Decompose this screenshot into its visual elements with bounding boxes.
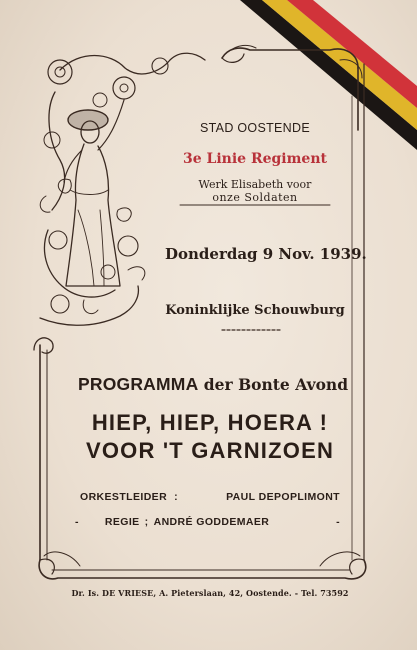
regiment-name: 3e Linie Regiment [183, 151, 327, 167]
printer-imprint: Dr. Is. DE VRIESE, A. Pieterslaan, 42, Oostende. - Tel. 73592 [71, 588, 349, 598]
show-title-line-1: HIEP, HIEP, HOERA ! [91, 410, 329, 435]
conductor-name: PAUL DEPOPLIMONT [226, 491, 340, 503]
event-venue: Koninklijke Schouwburg [165, 303, 345, 318]
director-name: ANDRÉ GODDEMAER [153, 516, 270, 528]
conductor-credit [80, 491, 340, 503]
conductor-separator: : [174, 491, 179, 503]
director-dash-right: - [336, 516, 340, 528]
program-heading-rest: der Bonte Avond [198, 375, 349, 394]
program-heading [78, 374, 349, 395]
charity-line-1: Werk Elisabeth voor [198, 178, 312, 191]
event-date: Donderdag 9 Nov. 1939. [165, 245, 367, 263]
city-name: STAD OOSTENDE [200, 121, 310, 135]
show-title-line-2: VOOR 'T GARNIZOEN [85, 438, 335, 463]
director-separator: ; [144, 516, 149, 528]
director-label: REGIE [104, 516, 140, 528]
conductor-label: ORKESTLEIDER [80, 491, 168, 503]
charity-line-2: onze Soldaten [212, 191, 298, 204]
programma-word: PROGRAMMA [78, 374, 199, 394]
director-dash-left: - [75, 516, 79, 528]
director-credit [75, 516, 340, 528]
